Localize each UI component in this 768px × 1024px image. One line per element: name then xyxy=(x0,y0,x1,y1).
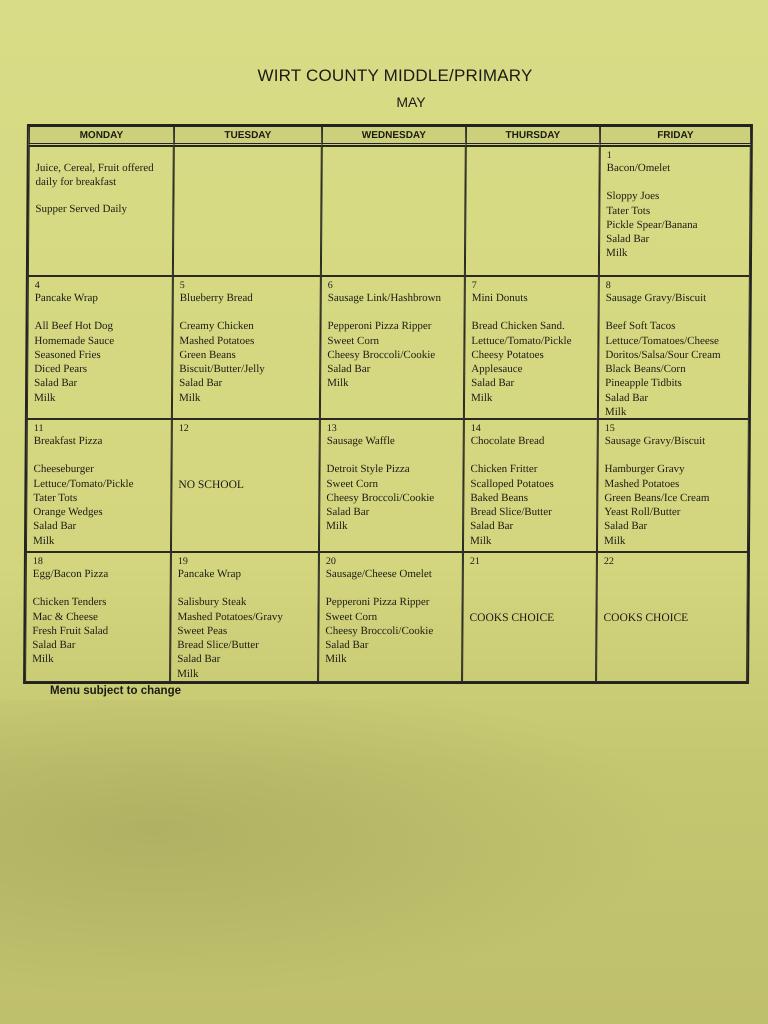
menu-item: Salad Bar xyxy=(326,506,370,519)
menu-item: Doritos/Salsa/Sour Cream xyxy=(605,348,721,361)
menu-item: Fresh Fruit Salad xyxy=(32,624,109,637)
header-wednesday: WEDNESDAY xyxy=(322,126,466,146)
menu-item: Salad Bar xyxy=(32,639,76,652)
day-number: 20 xyxy=(325,556,336,567)
page-title: WIRT COUNTY MIDDLE/PRIMARY xyxy=(257,66,533,85)
day-cell xyxy=(597,419,749,552)
day-number: 4 xyxy=(34,280,40,291)
day-number: 5 xyxy=(179,280,185,291)
menu-calendar xyxy=(23,124,753,684)
day-number: 12 xyxy=(178,423,189,434)
menu-item: Tater Tots xyxy=(33,491,78,504)
breakfast-entree: Mini Donuts xyxy=(471,292,528,304)
menu-item: Bread Chicken Sand. xyxy=(471,320,565,333)
menu-item: Pickle Spear/Banana xyxy=(606,218,698,231)
menu-item: Biscuit/Butter/Jelly xyxy=(179,363,265,376)
header-thursday: THURSDAY xyxy=(466,126,600,146)
menu-item: Salad Bar xyxy=(325,639,369,652)
day-cell xyxy=(28,146,174,276)
day-number: 11 xyxy=(33,423,44,434)
menu-item: Mac & Cheese xyxy=(32,610,98,623)
menu-item: Lettuce/Tomato/Pickle xyxy=(471,334,572,347)
menu-item: Salad Bar xyxy=(470,520,514,533)
day-cell xyxy=(599,146,751,276)
day-cell xyxy=(320,276,465,419)
day-cell xyxy=(319,419,464,552)
breakfast-entree: Sausage Link/Hashbrown xyxy=(327,292,442,304)
menu-item: Detroit Style Pizza xyxy=(326,463,410,476)
menu-item: Cheesy Broccoli/Cookie xyxy=(326,491,435,504)
menu-item: Homemade Sauce xyxy=(34,334,115,347)
day-cell xyxy=(596,552,748,682)
menu-item: Bread Slice/Butter xyxy=(470,506,552,519)
special-note: COOKS CHOICE xyxy=(603,612,689,624)
menu-item: Hamburger Gravy xyxy=(604,463,685,476)
menu-item: Lettuce/Tomato/Pickle xyxy=(33,477,134,490)
breakfast-entree: Pancake Wrap xyxy=(177,568,242,580)
menu-item: Salad Bar xyxy=(605,391,649,404)
menu-item: Salad Bar xyxy=(34,377,78,390)
day-cell xyxy=(170,552,319,682)
menu-item: Milk xyxy=(326,520,348,533)
menu-item: Sweet Corn xyxy=(326,477,379,490)
menu-item: Creamy Chicken xyxy=(179,320,254,333)
breakfast-entree: Sausage Gravy/Biscuit xyxy=(604,435,706,447)
breakfast-entree: Pancake Wrap xyxy=(34,292,98,304)
menu-item: Green Beans/Ice Cream xyxy=(604,491,710,504)
day-number: 8 xyxy=(605,280,611,291)
menu-item: Cheesy Broccoli/Cookie xyxy=(327,348,436,361)
day-number: 19 xyxy=(177,556,188,567)
menu-item: Chicken Fritter xyxy=(470,463,538,476)
menu-item: Pepperoni Pizza Ripper xyxy=(325,596,430,609)
menu-item: Salisbury Steak xyxy=(177,596,247,609)
menu-item: Milk xyxy=(325,653,347,666)
menu-item: Salad Bar xyxy=(33,520,77,533)
header-tuesday: TUESDAY xyxy=(174,126,322,146)
day-cell xyxy=(26,419,172,552)
day-number: 7 xyxy=(471,280,477,291)
day-number: 14 xyxy=(470,423,481,434)
menu-item: Milk xyxy=(32,653,54,666)
day-number: 1 xyxy=(606,150,612,161)
menu-item: Milk xyxy=(604,406,627,419)
menu-item: Sloppy Joes xyxy=(606,190,660,203)
day-cell xyxy=(172,276,321,419)
breakfast-entree: Breakfast Pizza xyxy=(33,435,103,447)
special-note: NO SCHOOL xyxy=(178,479,244,491)
menu-item: Beef Soft Tacos xyxy=(605,320,676,333)
day-number: 21 xyxy=(469,556,480,567)
menu-item: Milk xyxy=(606,247,628,260)
day-number: 18 xyxy=(32,556,43,567)
footer-note: Menu subject to change xyxy=(50,685,181,697)
supper-note: Supper Served Daily xyxy=(35,202,128,215)
breakfast-entree: Chocolate Bread xyxy=(470,435,545,447)
menu-item: Baked Beans xyxy=(470,491,529,504)
day-cell xyxy=(27,276,173,419)
menu-item: Scalloped Potatoes xyxy=(470,477,554,490)
menu-item: Salad Bar xyxy=(471,377,515,390)
menu-item: Cheesy Potatoes xyxy=(471,348,544,361)
menu-item: Orange Wedges xyxy=(33,506,103,519)
day-number: 15 xyxy=(604,423,615,434)
breakfast-entree: Bacon/Omelet xyxy=(606,162,671,174)
menu-item: Applesauce xyxy=(471,363,523,376)
day-cell xyxy=(321,146,466,276)
day-number: 22 xyxy=(603,556,614,567)
menu-item: Pineapple Tidbits xyxy=(605,377,682,390)
menu-item: Black Beans/Corn xyxy=(605,363,686,376)
day-number: 6 xyxy=(327,280,333,291)
menu-item: Salad Bar xyxy=(327,363,371,376)
menu-item: Mashed Potatoes xyxy=(604,477,680,490)
menu-item: Milk xyxy=(34,391,56,404)
day-cell xyxy=(25,552,171,682)
menu-item: Milk xyxy=(604,534,626,547)
menu-item: Milk xyxy=(327,377,349,390)
menu-item: Salad Bar xyxy=(177,653,221,666)
menu-item: Sweet Corn xyxy=(327,334,380,347)
breakfast-note: Juice, Cereal, Fruit offered daily for breakfast xyxy=(35,162,154,189)
menu-item: Seasoned Fries xyxy=(34,348,101,361)
month-label: MAY xyxy=(396,94,426,110)
paper-shadow xyxy=(0,700,768,1024)
menu-item: Salad Bar xyxy=(179,377,223,390)
menu-item: Milk xyxy=(179,391,201,404)
menu-item: Diced Pears xyxy=(34,363,88,376)
menu-item: Lettuce/Tomatoes/Cheese xyxy=(605,334,719,347)
menu-item: Cheeseburger xyxy=(33,463,94,476)
menu-item: Sweet Peas xyxy=(177,624,228,637)
menu-item: Salad Bar xyxy=(604,520,648,533)
menu-item: Mashed Potatoes/Gravy xyxy=(177,610,283,623)
day-cell xyxy=(464,276,599,419)
menu-item: Yeast Roll/Butter xyxy=(604,506,681,519)
menu-item: Milk xyxy=(177,667,199,680)
day-cell xyxy=(598,276,750,419)
breakfast-entree: Sausage Gravy/Biscuit xyxy=(605,292,707,304)
menu-item: Salad Bar xyxy=(606,233,650,246)
day-cell xyxy=(465,146,600,276)
day-cell xyxy=(463,419,598,552)
menu-item: Green Beans xyxy=(179,348,236,361)
menu-item: Bread Slice/Butter xyxy=(177,639,259,652)
breakfast-entree: Sausage Waffle xyxy=(326,435,395,447)
day-cell xyxy=(171,419,320,552)
menu-item: Milk xyxy=(33,534,55,547)
breakfast-entree: Sausage/Cheese Omelet xyxy=(325,568,432,580)
special-note: COOKS CHOICE xyxy=(469,612,555,624)
menu-item: Pepperoni Pizza Ripper xyxy=(327,320,432,333)
header-friday: FRIDAY xyxy=(600,126,751,146)
breakfast-entree: Blueberry Bread xyxy=(179,292,253,304)
menu-item: Cheesy Broccoli/Cookie xyxy=(325,624,434,637)
day-cell xyxy=(173,146,322,276)
menu-item: Sweet Corn xyxy=(325,610,378,623)
menu-item: Tater Tots xyxy=(606,204,651,217)
menu-item: All Beef Hot Dog xyxy=(34,320,114,333)
day-cell xyxy=(318,552,463,682)
menu-item: Milk xyxy=(471,391,493,404)
menu-item: Mashed Potatoes xyxy=(179,334,255,347)
header-monday: MONDAY xyxy=(29,126,174,146)
day-number: 13 xyxy=(326,423,337,434)
breakfast-entree: Egg/Bacon Pizza xyxy=(32,568,109,580)
menu-item: Chicken Tenders xyxy=(32,596,107,609)
menu-item: Milk xyxy=(470,534,492,547)
day-cell xyxy=(462,552,597,682)
